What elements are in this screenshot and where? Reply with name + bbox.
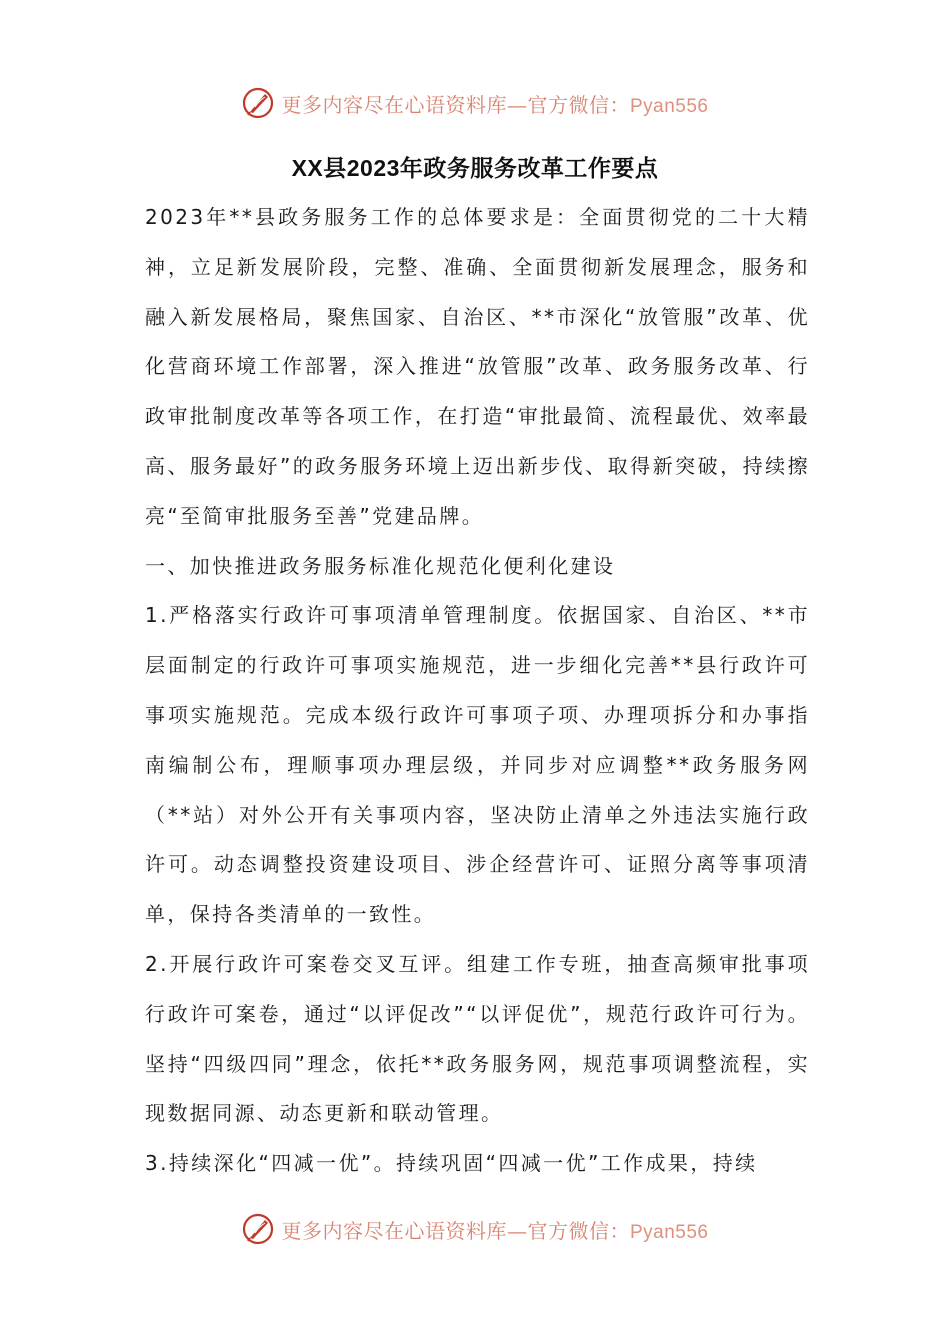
quill-logo-icon (241, 86, 275, 120)
paragraph-intro: 2023年**县政务服务工作的总体要求是：全面贯彻党的二十大精神，立足新发展阶段，完整、准确、全面贯彻新发展理念，服务和融入新发展格局，聚焦国家、自治区、**市深化“放管服”改革、优化营商环境工作部署，深入推进“放管服”改革、政务服务改革、行政审批制度改革等各项工作，在打造“审批最简、流程最优、效率最高、服务最好”的政务服务环境上迈出新步伐、取得新突破，持续擦亮“至简审批服务至善”党建品牌。 (145, 205, 810, 528)
watermark-text: 更多内容尽在心语资料库—官方微信：Pyan556 (281, 92, 709, 117)
watermark-header (0, 81, 950, 125)
paragraph-item-2: 2.开展行政许可案卷交叉互评。组建工作专班，抽查高频审批事项行政许可案卷，通过“以评促改”“以评促优”，规范行政许可行为。坚持“四级四同”理念，依托**政务服务网，规范事项调整流程，实现数据同源、动态更新和联动管理。 (145, 951, 810, 1126)
section-heading-1: 一、加快推进政务服务标准化规范化便利化建设 (145, 553, 616, 578)
paragraph-item-3: 3.持续深化“四减一优”。持续巩固“四减一优”工作成果，持续 (145, 1151, 758, 1176)
document-body (145, 193, 810, 1189)
paragraph-item-1: 1.严格落实行政许可事项清单管理制度。依据国家、自治区、**市层面制定的行政许可事项实施规范，进一步细化完善**县行政许可事项实施规范。完成本级行政许可事项子项、办理项拆分和办事指南编制公布，理顺事项办理层级，并同步对应调整**政务服务网（**站）对外公开有关事项内容，坚决防止清单之外违法实施行政许可。动态调整投资建设项目、涉企经营许可、证照分离等事项清单，保持各类清单的一致性。 (145, 603, 810, 927)
quill-logo-icon (241, 1212, 275, 1246)
watermark-footer (0, 1207, 950, 1251)
document-title: XX县2023年政务服务改革工作要点 (291, 155, 659, 181)
watermark-text: 更多内容尽在心语资料库—官方微信：Pyan556 (281, 1218, 709, 1243)
